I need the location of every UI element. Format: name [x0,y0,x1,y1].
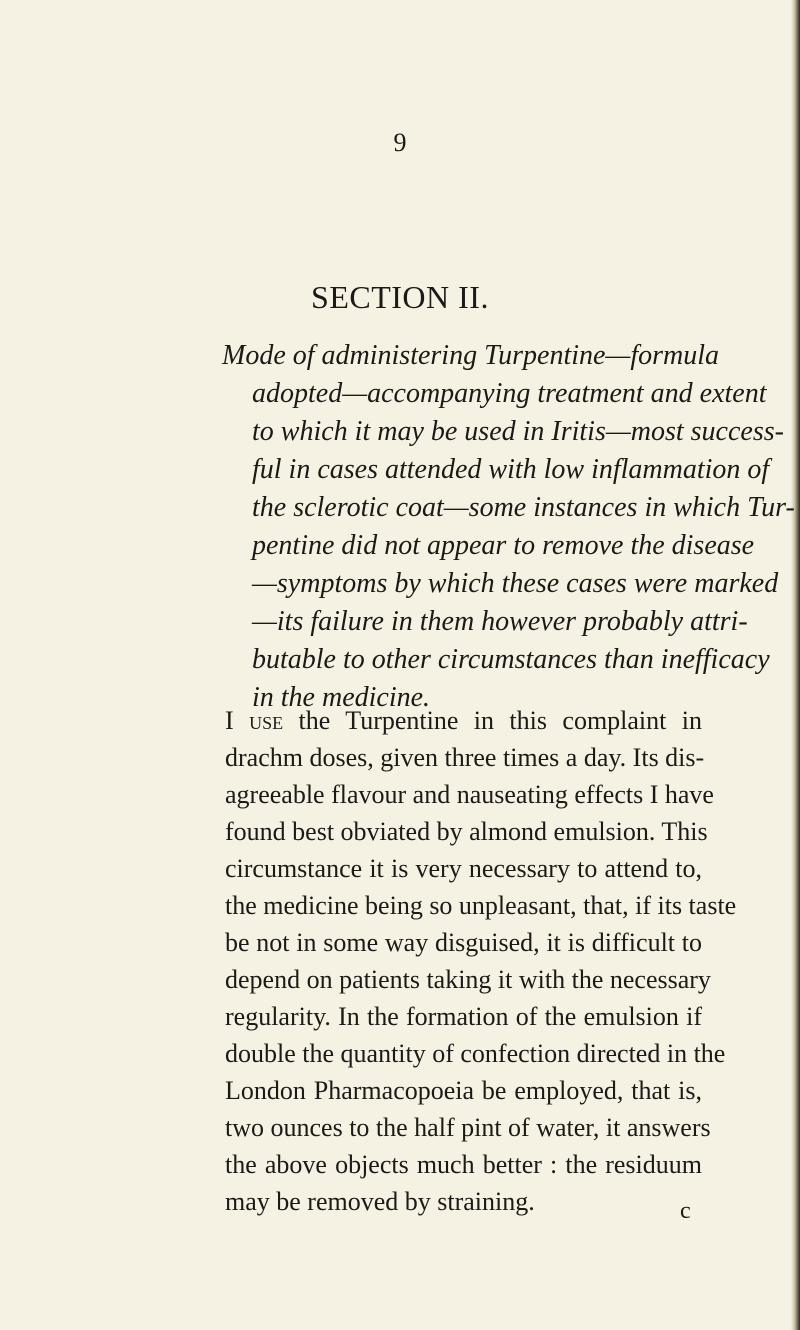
page-number: 9 [393,128,407,157]
summary-line: adopted—accompanying treatment and extent [252,378,767,409]
body-line: depend on patients taking it with the necessary [225,965,711,994]
section-summary [222,338,795,713]
summary-line: —symptoms by which these cases were marked [252,568,779,599]
section-title: SECTION II. [311,279,489,315]
body-line [225,704,702,738]
summary-line: butable to other circumstances than inefficacy [252,644,770,675]
first-word: I [225,706,234,735]
body-line: may be removed by straining. [225,1187,535,1216]
body-line: be not in some way disguised, it is difficult to [225,928,702,957]
summary-line: Mode of administering Turpentine—formula [222,340,719,371]
summary-line: in the medicine. [252,682,431,713]
body-line: the above objects much better : the residuum [225,1150,702,1179]
body-line: regularity. In the formation of the emulsion if [225,1002,702,1031]
summary-line: the sclerotic coat—some instances in which Tur- [252,492,795,523]
page-edge-shadow [791,0,800,1330]
first-line-rest: the Turpentine in this complaint in [283,706,703,735]
body-line: the medicine being so unpleasant, that, if its taste [225,891,737,920]
body-line: circumstance it is very necessary to attend to, [225,854,702,883]
first-word-small-caps: use [249,706,284,735]
body-line: double the quantity of confection directed in the [225,1039,726,1068]
body-line: drachm doses, given three times a day. Its dis- [225,743,705,772]
signature-mark: c [680,1198,691,1224]
body-line: found best obviated by almond emulsion. This [225,817,708,846]
summary-line: ful in cases attended with low inflammation of [252,454,770,485]
body-line: two ounces to the half pint of water, it answers [225,1113,711,1142]
body-line: agreeable flavour and nauseating effects I have [225,780,714,809]
summary-line: —its failure in them however probably attri- [252,606,748,637]
body-line: London Pharmacopoeia be employed, that is, [225,1076,702,1105]
summary-line: pentine did not appear to remove the disease [252,530,755,561]
summary-line: to which it may be used in Iritis—most success- [252,416,784,447]
